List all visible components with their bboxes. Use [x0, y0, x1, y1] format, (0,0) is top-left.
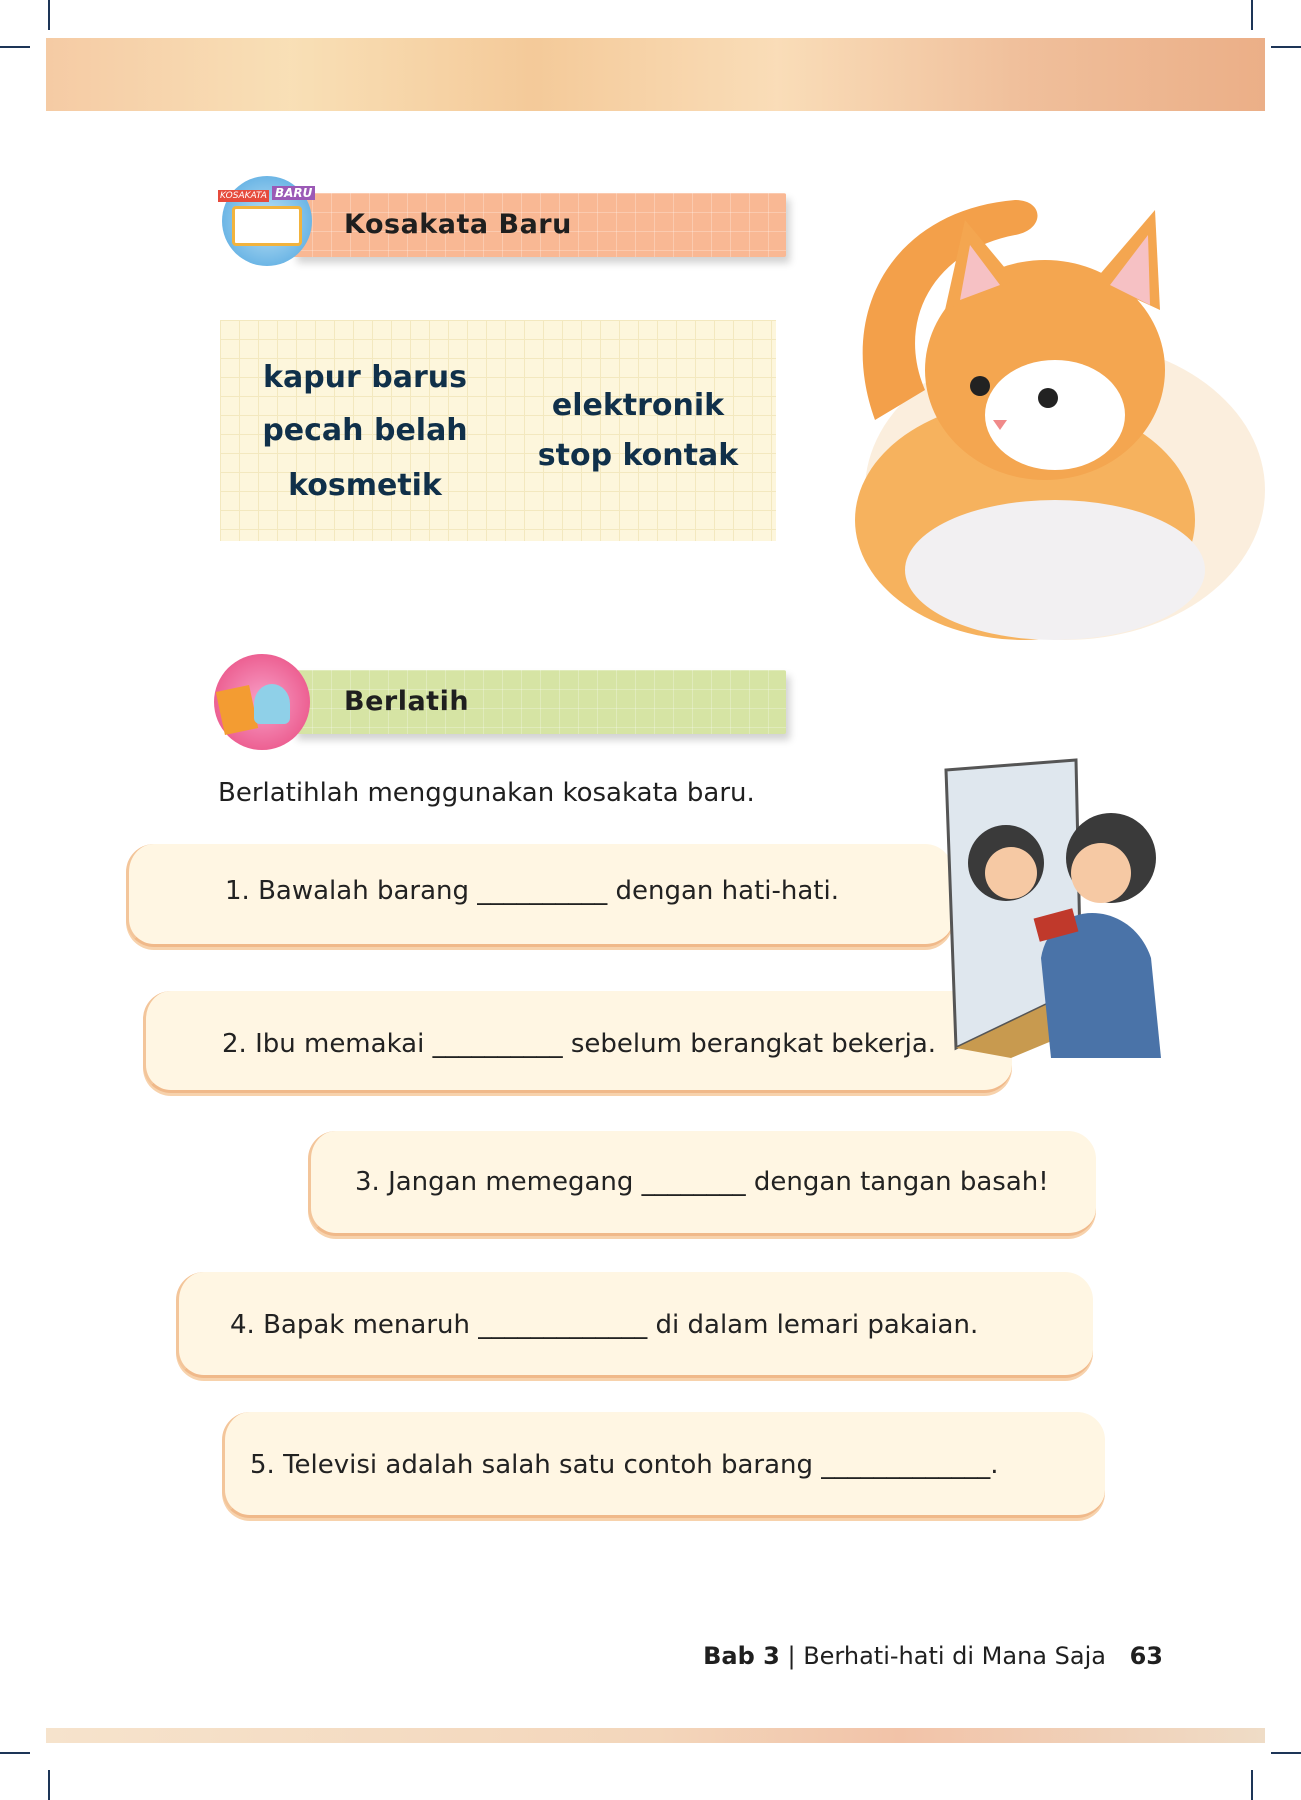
page-footer: [703, 1642, 1163, 1670]
exercise-item: [308, 1131, 1096, 1236]
woman-mirror-illustration: [941, 758, 1173, 1070]
top-decorative-banner: [46, 38, 1265, 111]
vocab-word: stop kontak: [537, 438, 739, 473]
exercise-item: [222, 1412, 1105, 1518]
crop-mark: [0, 46, 30, 48]
vocab-word: elektronik: [551, 388, 725, 423]
crop-mark: [48, 1770, 50, 1800]
exercise-text: 5. Televisi adalah salah satu contoh barang _____________.: [250, 1450, 999, 1480]
chapter-label: Bab 3: [703, 1642, 780, 1670]
crop-mark: [1251, 1770, 1253, 1800]
book-icon: [222, 176, 312, 266]
exercise-item: [143, 991, 1012, 1093]
exercise-text: 3. Jangan memegang ________ dengan tangan basah!: [355, 1167, 1049, 1197]
instruction-text: Berlatihlah menggunakan kosakata baru.: [218, 778, 755, 808]
baru-badge: BARU: [272, 186, 315, 200]
exercise-text: 1. Bawalah barang __________ dengan hati-hati.: [225, 876, 839, 906]
bottom-decorative-strip: [46, 1728, 1265, 1743]
cat-illustration: [815, 190, 1275, 655]
kosakata-title: Kosakata Baru: [344, 209, 572, 240]
kosakata-badge: KOSAKATA: [220, 191, 267, 201]
exercise-item: [176, 1272, 1093, 1378]
vocab-word: kosmetik: [288, 468, 442, 503]
page-number: 63: [1129, 1642, 1163, 1670]
crop-mark: [1251, 0, 1253, 30]
footer-separator: |: [787, 1642, 796, 1670]
practice-tools-icon: [214, 654, 310, 750]
chapter-title: Berhati-hati di Mana Saja: [803, 1642, 1106, 1670]
exercise-text: 2. Ibu memakai __________ sebelum berangkat bekerja.: [222, 1029, 937, 1059]
exercise-text: 4. Bapak menaruh _____________ di dalam lemari pakaian.: [230, 1310, 979, 1340]
vocab-word: pecah belah: [262, 413, 468, 448]
exercise-item: [126, 844, 953, 947]
kosakata-header-bar: [293, 193, 786, 257]
vocab-word: kapur barus: [263, 360, 467, 395]
crop-mark: [1271, 1752, 1301, 1754]
vocabulary-box: [220, 320, 776, 541]
berlatih-title: Berlatih: [344, 686, 470, 717]
berlatih-header-bar: [293, 670, 786, 734]
crop-mark: [1271, 46, 1301, 48]
crop-mark: [48, 0, 50, 30]
crop-mark: [0, 1752, 30, 1754]
